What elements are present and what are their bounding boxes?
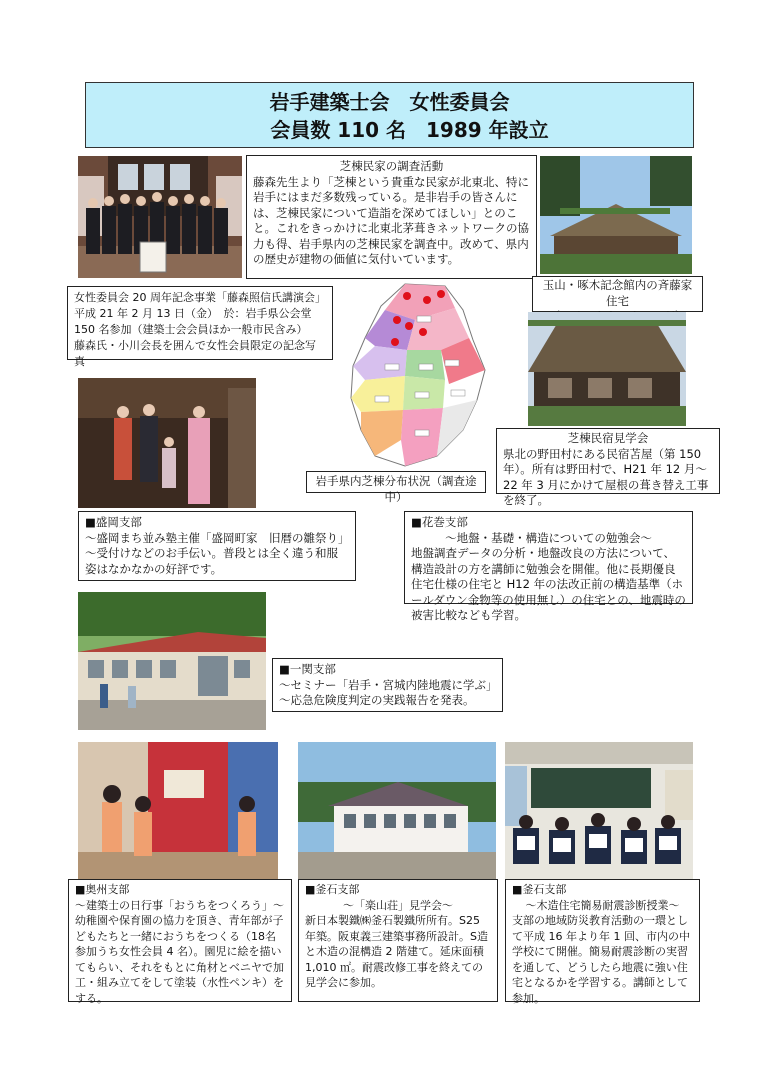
lecture-line-4: 藤森氏・小川会長を囲んで女性会員限定の記念写真 — [74, 339, 316, 368]
kamaishi-seismic-caption — [505, 879, 700, 1005]
tour-heading: 芝棟民宿見学会 — [567, 431, 649, 445]
ichinoseki-heading: ■一関支部 — [279, 662, 336, 676]
shiba-survey-heading: 芝棟民家の調査活動 — [339, 159, 444, 173]
tour-caption — [496, 428, 720, 507]
page-title — [85, 82, 694, 148]
tamayama-caption — [532, 276, 703, 312]
rakuzanso-photo — [298, 742, 496, 880]
morioka-caption — [78, 511, 356, 581]
ichinoseki-caption — [272, 658, 503, 712]
classroom-photo — [505, 742, 693, 880]
lecture-line-2: 平成 21 年 2 月 13 日（金） 於：岩手県公会堂 — [74, 307, 312, 320]
ichinoseki-text: ～セミナー「岩手・宮城内陸地震に学ぶ」～応急危険度判定の実践報告を発表。 — [279, 677, 492, 707]
hanamaki-heading: ■花巻支部 — [411, 515, 468, 529]
kamaishi1-subheading: ～「楽山荘」見学会～ — [343, 898, 453, 912]
shiba-survey-caption — [246, 155, 537, 279]
lecture-line-1: 女性委員会 20 周年記念事業「藤森照信氏講演会」 — [74, 291, 326, 304]
title-line-2: 会員数 110 名 1989 年設立 — [270, 118, 549, 142]
kamaishi1-text: 新日本製鐵㈱釜石製鐵所所有。S25 年築。阪東義三建築事務所設計。S造と木造の混構造 2 階建て。延床面積 1,010 ㎡。耐震改修工事を終えての見学会に参加。 — [305, 914, 488, 989]
title-line-1: 岩手建築士会 女性委員会 — [269, 90, 510, 114]
thatched-inn-photo — [528, 312, 686, 426]
oshu-text: ～建築士の日行事「おうちをつくろう」～幼稚園や保育園の協力を頂き、青年部が子どもたちと一緒におうちをつくる（18名参加うち女性会員 4 名）。園児に絵を描いてもらい、それをもとに角材とベニヤで加工・組み立てをして塗装（水性ペンキ）をする。 — [75, 898, 284, 1005]
tamayama-house-photo — [540, 156, 692, 274]
kamaishi2-subheading: ～木造住宅簡易耐震診断授業～ — [525, 898, 680, 912]
shiba-survey-text: 藤森先生より「芝棟という貴重な民家が北東北、特に岩手にはまだ多数残っている。是非岩手の皆さんには、芝棟民家について造詣を深めてほしい」とのこと。これをきっかけに北東北茅葺きネットワークの協力も得、岩手県内の芝棟民家を調査中。改めて、県内の歴史が建物の価値に気付いています。 — [253, 174, 529, 266]
morioka-kimono-photo — [78, 378, 256, 508]
ichinoseki-building-photo — [78, 592, 266, 730]
kamaishi2-text: 支部の地域防災教育活動の一環として平成 16 年より年 1 回、市内の中学校にて開催。簡易耐震診断の実習を通して、どうしたら地震に強い住宅となるかを学習する。講師として参加。 — [512, 914, 690, 1005]
lecture-group-photo — [78, 156, 242, 278]
oshu-kids-photo — [78, 742, 278, 880]
map-caption-text: 岩手県内芝棟分布状況（調査途中） — [315, 474, 477, 504]
lecture-line-3: 150 名参加（建築士会会員ほか一般市民含み） — [74, 323, 308, 336]
map-caption — [306, 471, 486, 504]
hanamaki-caption — [404, 511, 693, 622]
kamaishi1-heading: ■釜石支部 — [305, 883, 360, 896]
morioka-heading: ■盛岡支部 — [85, 515, 142, 529]
tamayama-line-1: 玉山・啄木記念館内の斉藤家住宅 — [542, 278, 693, 308]
tour-text: 県北の野田村にある民宿苫屋（第 150 年）。所有は野田村で、H21 年 12 月～22 年 3 月にかけて屋根の葺き替え工事を終了。 — [503, 446, 709, 507]
kamaishi2-heading: ■釜石支部 — [512, 883, 567, 896]
lecture-caption — [67, 286, 333, 368]
iwate-distribution-map — [345, 280, 495, 470]
hanamaki-subheading: ～地盤・基礎・構造についての勉強会～ — [445, 530, 652, 545]
kamaishi-rakuzanso-caption — [298, 879, 498, 1002]
hanamaki-text: 地盤調査データの分析・地盤改良の方法について、構造設計の方を講師に勉強会を開催。他に長期優良住宅仕様の住宅と H12 年の法改正前の構造基準（ホールダウン金物等の使用無し）の住宅との、地震時の被害比較なども学習。 — [411, 546, 686, 622]
oshu-caption — [68, 879, 292, 1005]
oshu-heading: ■奥州支部 — [75, 883, 130, 896]
morioka-text: ～盛岡まち並み塾主催「盛岡町家 旧暦の雛祭り」～受付けなどのお手伝い。普段とは全く違う和服姿はなかなかの好評です。 — [85, 530, 344, 576]
